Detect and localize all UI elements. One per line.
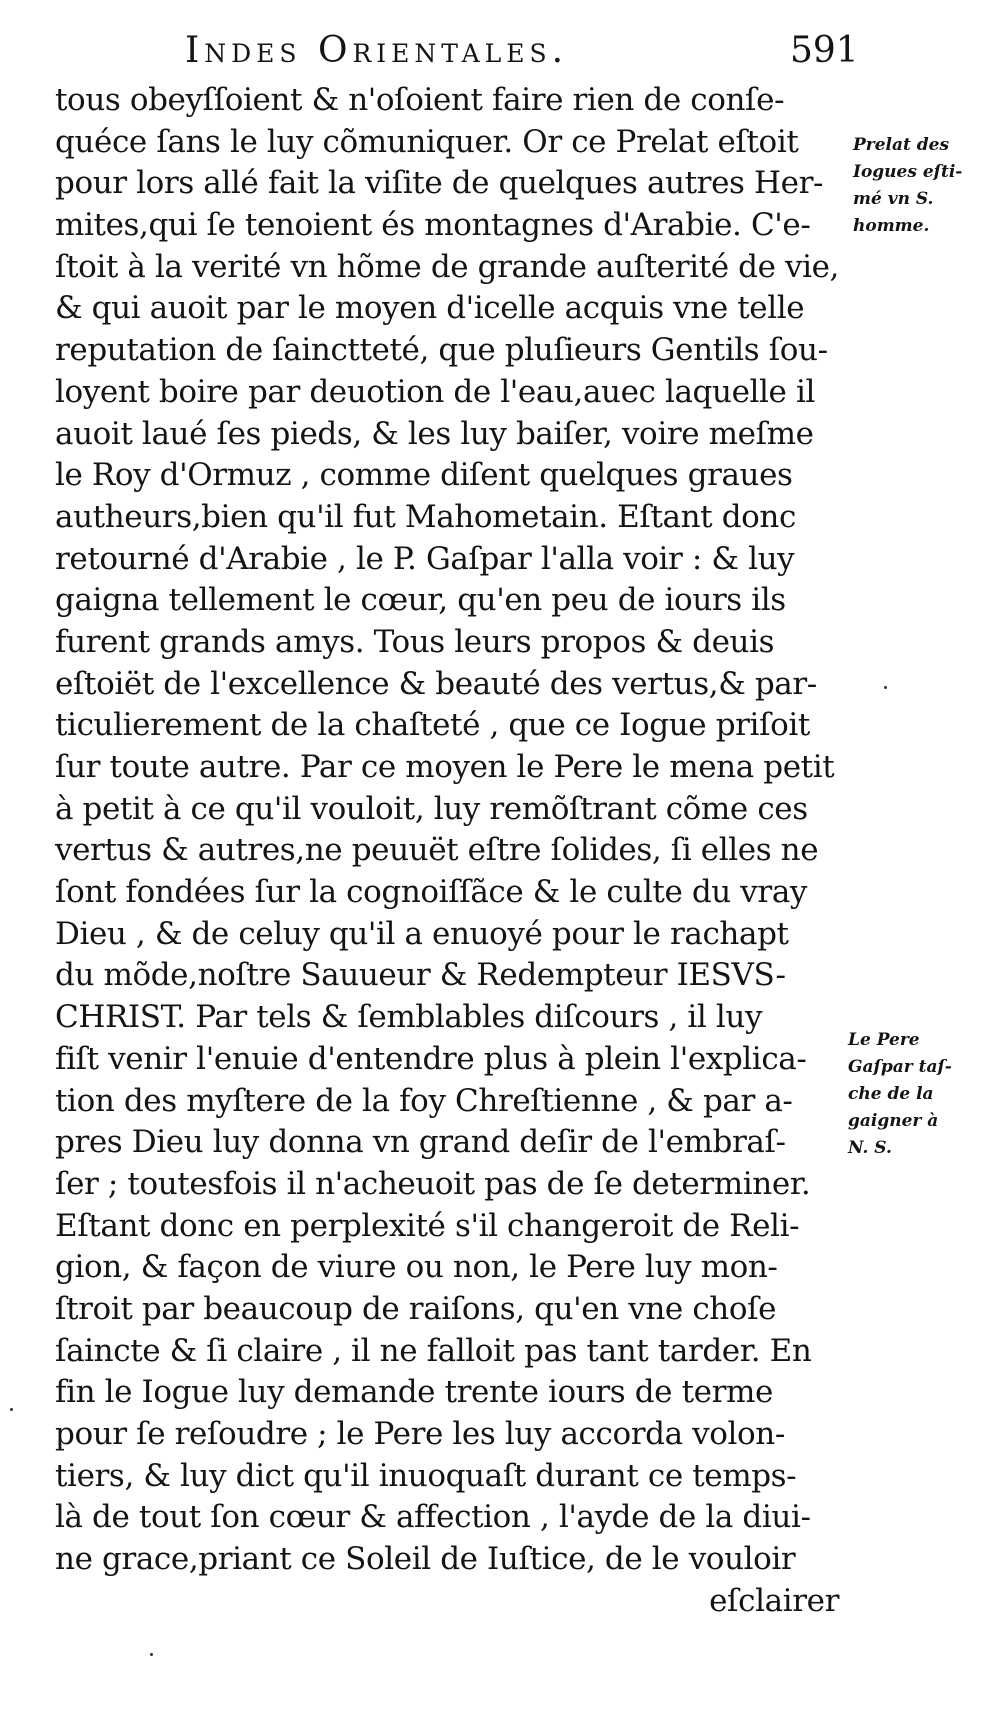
- text-line: gion, & façon de viure ou non, le Pere luy mon-: [55, 1249, 778, 1286]
- text-line: là de tout ſon cœur & affection , l'ayde de la diui-: [55, 1499, 811, 1536]
- text-line: loyent boire par deuotion de l'eau,auec laquelle il: [55, 373, 815, 410]
- ink-speck: [884, 686, 887, 689]
- margin-note-prelat: [853, 132, 962, 240]
- margin-note-gaspar: [848, 1027, 952, 1162]
- text-line: quéce ſans le luy cõmuniquer. Or ce Prelat eſtoit: [55, 123, 799, 160]
- text-line: vertus & autres,ne peuuët eſtre ſolides, ſi elles ne: [55, 832, 819, 869]
- text-line: fiſt venir l'enuie d'entendre plus à plein l'explica-: [55, 1040, 807, 1077]
- text-line: ſer ; toutesfois il n'acheuoit pas de ſe determiner.: [55, 1165, 811, 1202]
- margin-note-line: Le Pere: [848, 1030, 920, 1050]
- text-line: du mõde,noſtre Sauueur & Redempteur IESVS-: [55, 957, 786, 994]
- margin-note-line: che de la: [848, 1084, 934, 1104]
- text-line: tiers, & luy dict qu'il inuoquaſt durant ce temps-: [55, 1457, 797, 1494]
- text-line: pres Dieu luy donna vn grand deſir de l'embraſ-: [55, 1124, 786, 1161]
- margin-note-line: mé vn S.: [853, 189, 934, 209]
- text-line: autheurs,bien qu'il fut Mahometain. Eſtant donc: [55, 498, 796, 535]
- text-line: CHRIST. Par tels & ſemblables diſcours , il luy: [55, 999, 763, 1036]
- text-line: Dieu , & de celuy qu'il a enuoyé pour le rachapt: [55, 915, 789, 952]
- text-line: fin le Iogue luy demande trente iours de terme: [55, 1374, 773, 1411]
- text-line: tion des myſtere de la foy Chreſtienne , & par a-: [55, 1082, 793, 1119]
- margin-note-line: Gaſpar taſ-: [848, 1057, 952, 1077]
- text-line: ticulierement de la chaſteté , que ce Iogue priſoit: [55, 707, 810, 744]
- text-line: auoit laué ſes pieds, & les luy baiſer, voire meſme: [55, 415, 814, 452]
- text-line: gaigna tellement le cœur, qu'en peu de iours ils: [55, 582, 786, 619]
- text-line: furent grands amys. Tous leurs propos & deuis: [55, 623, 775, 660]
- text-line: reputation de ſainctteté, que pluſieurs Gentils ſou-: [55, 332, 828, 369]
- margin-note-line: Prelat des: [853, 135, 950, 155]
- text-line: pour lors allé fait la viſite de quelques autres Her-: [55, 165, 824, 202]
- text-line: ſtoit à la verité vn hõme de grande auſterité de vie,: [55, 248, 839, 285]
- text-line: Eſtant donc en perplexité s'il changeroit de Reli-: [55, 1207, 800, 1244]
- margin-note-line: N. S.: [848, 1138, 892, 1158]
- text-line: à petit à ce qu'il vouloit, luy remõſtrant cõme ces: [55, 790, 808, 827]
- text-line: ſaincte & ſi claire , il ne falloit pas tant tarder. En: [55, 1332, 812, 1369]
- text-line: tous obeyſſoient & n'oſoient faire rien de conſe-: [55, 82, 785, 118]
- text-line: eſtoiët de l'excellence & beauté des vertus,& par-: [55, 665, 817, 702]
- text-line: le Roy d'Ormuz , comme diſent quelques graues: [55, 457, 793, 494]
- text-line: pour ſe reſoudre ; le Pere les luy accorda volon-: [55, 1416, 785, 1452]
- ink-speck: [150, 1653, 153, 1656]
- page-number: 591: [790, 30, 859, 71]
- ink-speck: [10, 1408, 13, 1411]
- text-line: ſont fondées ſur la cognoiſſãce & le culte du vray: [55, 874, 808, 911]
- margin-note-line: gaigner à: [848, 1111, 939, 1131]
- text-line: ſtroit par beaucoup de raiſons, qu'en vne choſe: [55, 1290, 777, 1327]
- text-line: mites,qui ſe tenoient és montagnes d'Arabie. C'e-: [55, 207, 811, 244]
- body-text: [55, 80, 845, 1622]
- margin-note-line: homme.: [853, 216, 930, 236]
- text-line: & qui auoit par le moyen d'icelle acquis vne telle: [55, 290, 805, 327]
- running-head: Indes Orientales.: [185, 30, 569, 71]
- text-line: ſur toute autre. Par ce moyen le Pere le mena petit: [55, 749, 835, 785]
- margin-note-line: Iogues eſti-: [853, 162, 963, 182]
- catchword: eſclairer: [709, 1582, 839, 1619]
- text-line: ne grace,priant ce Soleil de Iuſtice, de le vouloir: [55, 1541, 796, 1578]
- text-line: retourné d'Arabie , le P. Gaſpar l'alla voir : & luy: [55, 540, 795, 577]
